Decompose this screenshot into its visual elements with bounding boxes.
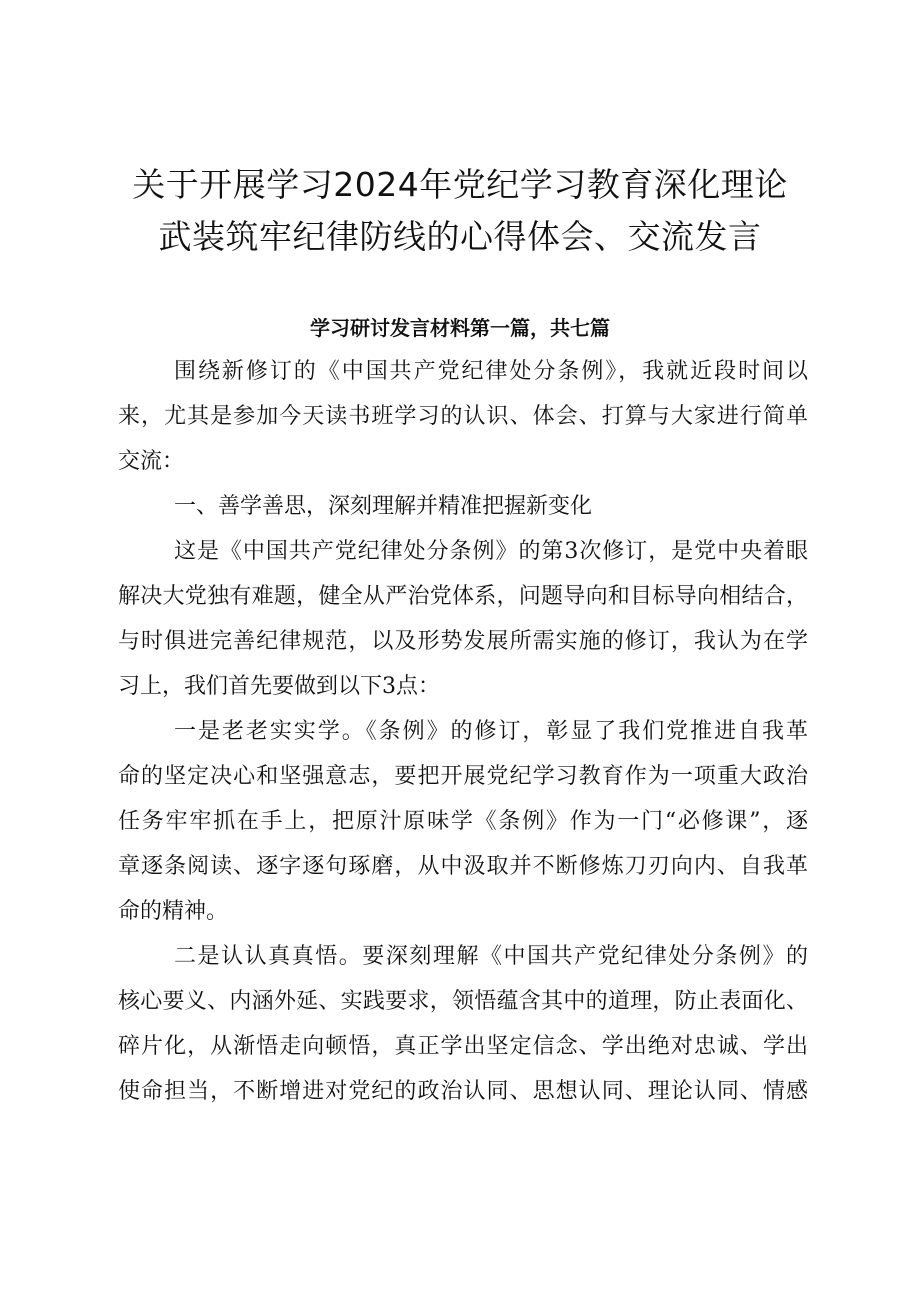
document-title-line-1: 关于开展学习2024年党纪学习教育深化理论 (132, 165, 788, 204)
paragraph-line: 使命担当，不断增进对党纪的政治认同、思想认同、理论认同、情感 (118, 1079, 808, 1104)
document-title-line-2: 武装筑牢纪律防线的心得体会、交流发言 (158, 217, 762, 256)
paragraph-line: 二是认认真真悟。要深刻理解《中国共产党纪律处分条例》的 (174, 944, 808, 969)
paragraph-line: 命的精神。 (118, 899, 229, 924)
paragraph-line: 核心要义、内涵外延、实践要求，领悟蕴含其中的道理，防止表面化、 (118, 989, 808, 1014)
paragraph-line: 命的坚定决心和坚强意志，要把开展党纪学习教育作为一项重大政治 (118, 764, 808, 789)
paragraph-line: 交流： (118, 449, 185, 474)
paragraph-line: 章逐条阅读、逐字逐句琢磨，从中汲取并不断修炼刀刃向内、自我革 (118, 854, 808, 879)
document-subtitle: 学习研讨发言材料第一篇，共七篇 (310, 316, 610, 340)
paragraph-line: 习上，我们首先要做到以下3点： (118, 674, 440, 699)
paragraph-line: 碎片化，从渐悟走向顿悟，真正学出坚定信念、学出绝对忠诚、学出 (118, 1034, 808, 1059)
section-heading: 一、善学善思，深刻理解并精准把握新变化 (174, 494, 593, 519)
paragraph-line: 围绕新修订的《中国共产党纪律处分条例》，我就近段时间以 (174, 359, 808, 384)
paragraph-line: 一是老老实实学。《条例》的修订，彰显了我们党推进自我革 (174, 719, 808, 744)
paragraph-line: 任务牢牢抓在手上，把原汁原味学《条例》作为一门“必修课”，逐 (118, 809, 808, 834)
paragraph-line: 解决大党独有难题，健全从严治党体系，问题导向和目标导向相结合， (118, 584, 808, 609)
paragraph-line: 与时俱进完善纪律规范，以及形势发展所需实施的修订，我认为在学 (118, 629, 808, 654)
paragraph-line: 这是《中国共产党纪律处分条例》的第3次修订，是党中央着眼 (174, 539, 808, 564)
paragraph-line: 来，尤其是参加今天读书班学习的认识、体会、打算与大家进行简单 (118, 404, 808, 429)
